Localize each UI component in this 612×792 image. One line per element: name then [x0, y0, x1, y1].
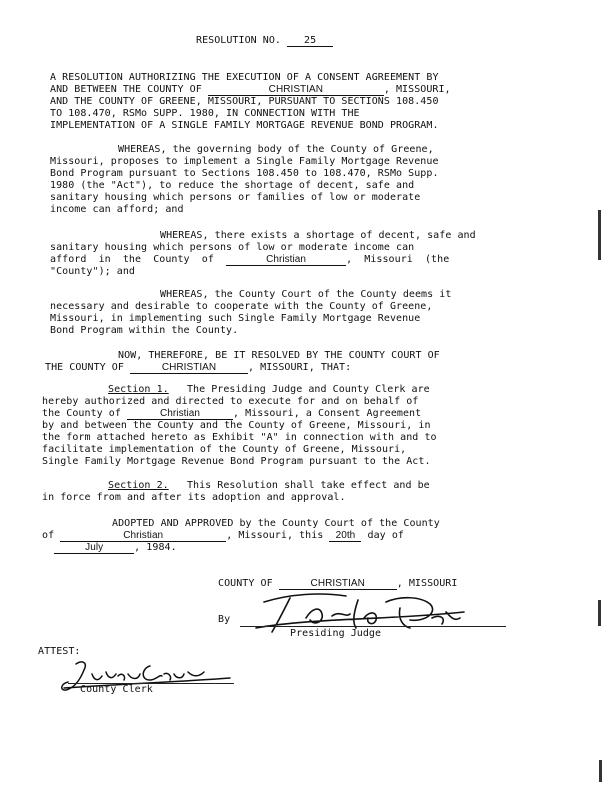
- resolved-line-1: NOW, THEREFORE, BE IT RESOLVED BY THE COUNTY COURT OF: [118, 350, 440, 361]
- adopted-day: 20th: [329, 531, 361, 542]
- signature-county-line: COUNTY OF CHRISTIAN , MISSOURI: [218, 578, 458, 589]
- section1-line-1: Section 1. The Presiding Judge and County Clerk are: [108, 384, 430, 395]
- whereas1-line-3: Bond Program pursuant to Sections 108.450 to 108.470, RSMo Supp.: [50, 168, 439, 179]
- section2-heading: Section 2.: [108, 480, 169, 491]
- intro-line-4: TO 108.470, RSMo SUPP. 1980, IN CONNECTION WITH THE: [50, 108, 360, 119]
- adopted-line-1: ADOPTED AND APPROVED by the County Court of the County: [112, 518, 440, 529]
- whereas1-line-2: Missouri, proposes to implement a Single Family Mortgage Revenue: [50, 156, 439, 167]
- scan-artifact: [599, 760, 602, 782]
- whereas3-line-4: Bond Program within the County.: [50, 325, 239, 336]
- whereas1-line-6: income can afford; and: [50, 204, 184, 215]
- signature-county-name: CHRISTIAN: [279, 579, 397, 590]
- scan-artifact: [598, 210, 601, 260]
- whereas1-line-5: sanitary housing which persons or families of low or moderate: [50, 192, 421, 203]
- section2-line-2: in force from and after its adoption and approval.: [42, 492, 346, 503]
- presiding-judge-signature-line: [240, 626, 506, 627]
- section1-line-6: facilitate implementation of the County of Greene, Missouri,: [42, 444, 407, 455]
- whereas1-line-4: 1980 (the "Act"), to reduce the shortage of decent, safe and: [50, 180, 415, 191]
- section1-line-5: the form attached hereto as Exhibit "A" in connection with and to: [42, 432, 437, 443]
- adopted-line-3: July , 1984.: [42, 542, 177, 554]
- intro-line-2: AND BETWEEN THE COUNTY OF CHRISTIAN , MISSOURI,: [50, 84, 451, 95]
- whereas2-line-1: WHEREAS, there exists a shortage of decent, safe and: [160, 230, 476, 241]
- intro-line-5: IMPLEMENTATION OF A SINGLE FAMILY MORTGAGE REVENUE BOND PROGRAM.: [50, 120, 439, 131]
- adopted-line-2: of Christian , Missouri, this 20th day of: [42, 530, 404, 541]
- resolution-title: RESOLUTION NO. 25: [196, 35, 333, 47]
- intro-line-3: AND THE COUNTY OF GREENE, MISSOURI, PURSUANT TO SECTIONS 108.450: [50, 96, 439, 107]
- whereas3-line-1: WHEREAS, the County Court of the County deems it: [160, 289, 452, 300]
- section1-county-name: Christian: [127, 409, 233, 420]
- by-label: By: [218, 614, 231, 625]
- whereas1-line-1: WHEREAS, the governing body of the County of Greene,: [118, 144, 434, 155]
- whereas2-line-2: sanitary housing which persons of low or moderate income can: [50, 242, 415, 253]
- intro-line-1: A RESOLUTION AUTHORIZING THE EXECUTION OF A CONSENT AGREEMENT BY: [50, 72, 439, 83]
- section2-line-1: Section 2. This Resolution shall take effect and be: [108, 480, 430, 491]
- adopted-county-name: Christian: [60, 531, 226, 542]
- section1-line-4: by and between the County and the County of Greene, Missouri, in: [42, 420, 431, 431]
- section1-line-2: hereby authorized and directed to execute for and on behalf of: [42, 396, 419, 407]
- adopted-month: July: [54, 543, 134, 554]
- section1-line-3: the County of Christian , Missouri, a Consent Agreement: [42, 408, 422, 419]
- section1-heading: Section 1.: [108, 384, 169, 395]
- section1-line-7: Single Family Mortgage Revenue Bond Program pursuant to the Act.: [42, 456, 431, 467]
- whereas2-line-3: afford in the County of Christian , Missouri (the: [50, 254, 450, 265]
- whereas2-county-name: Christian: [226, 255, 346, 266]
- attest-label: ATTEST:: [38, 646, 81, 657]
- intro-county-name: CHRISTIAN: [208, 85, 384, 96]
- county-clerk-title: County Clerk: [80, 684, 153, 695]
- whereas2-line-4: "County"); and: [50, 266, 135, 277]
- resolved-line-2: THE COUNTY OF CHRISTIAN , MISSOURI, THAT:: [45, 362, 352, 373]
- resolution-number: 25: [287, 36, 333, 47]
- scan-artifact: [598, 600, 601, 626]
- whereas3-line-3: Missouri, in implementing such Single Family Mortgage Revenue: [50, 313, 421, 324]
- resolved-county-name: CHRISTIAN: [130, 363, 248, 374]
- whereas3-line-2: necessary and desirable to cooperate with the County of Greene,: [50, 301, 433, 312]
- presiding-judge-title: Presiding Judge: [290, 628, 382, 639]
